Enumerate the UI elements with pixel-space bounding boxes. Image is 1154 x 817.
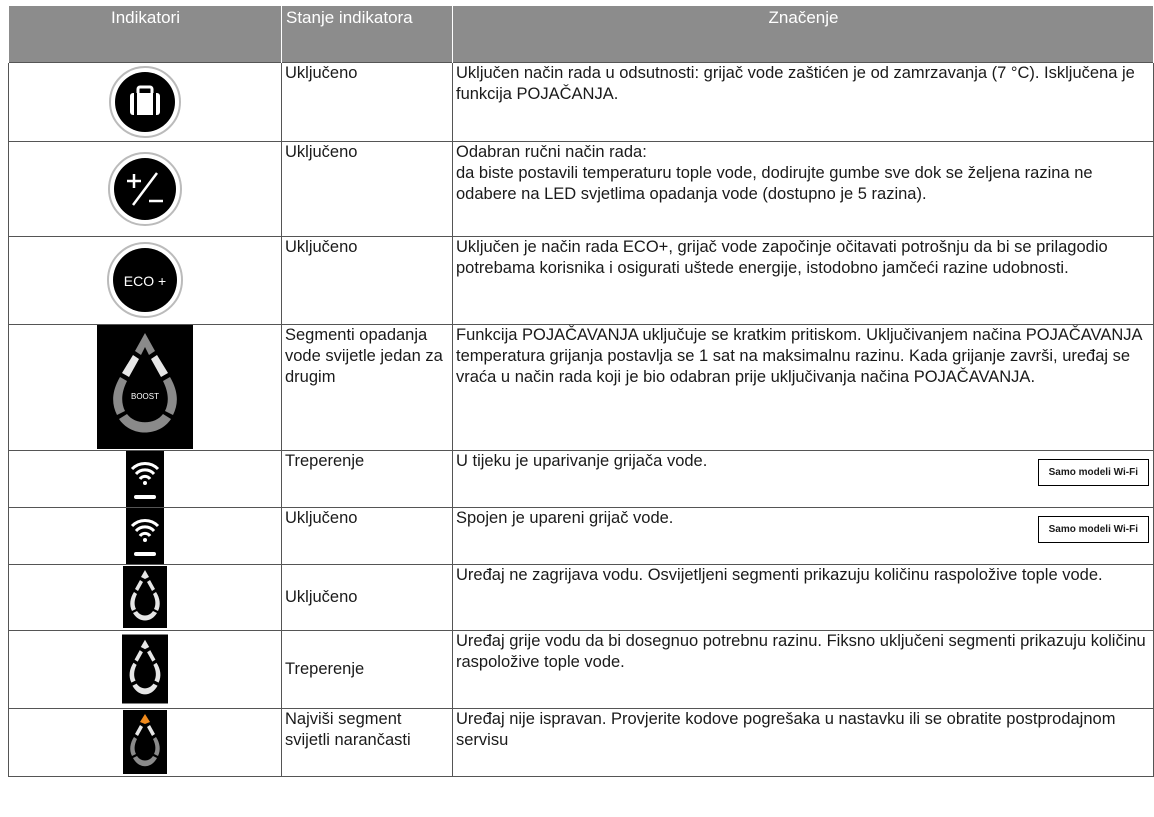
meaning-cell: Uključen je način rada ECO+, grijač vode započinje očitavati potrošnju da bi se prilagodio potrebama korisnika i osigurati uštede energije, istodobno jamčeći razine udobnosti. [453, 236, 1154, 324]
meaning-cell [453, 507, 1154, 564]
table-row [9, 62, 1154, 141]
table-row [9, 507, 1154, 564]
eco-plus-icon [106, 241, 184, 319]
indicator-cell [9, 708, 282, 776]
table-row [9, 564, 1154, 630]
wifi-icon [126, 451, 164, 507]
header-indicators: Indikatori [9, 6, 282, 62]
water-drop-orange-top-icon [123, 710, 167, 774]
suitcase-icon [108, 65, 182, 139]
water-drop-icon [123, 566, 167, 628]
boost-label: BOOST [130, 392, 160, 401]
wifi-only-badge: Samo modeli Wi-Fi [1038, 516, 1149, 543]
meaning-cell: Uređaj nije ispravan. Provjerite kodove pogrešaka u nastavku ili se obratite postprodajnom servisu [453, 708, 1154, 776]
indicator-cell [9, 324, 282, 450]
state-cell: Uključeno [282, 507, 453, 564]
meaning-cell: Odabran ručni način rada: da biste postavili temperaturu tople vode, dodirujte gumbe sve dok se željena razina ne odabere na LED svjetlima opadanja vode (dostupno je 5 razina). [453, 141, 1154, 236]
table-row [9, 141, 1154, 236]
table-row [9, 450, 1154, 507]
header-indicator-state: Stanje indikatora [282, 6, 453, 62]
table-row [9, 708, 1154, 776]
wifi-only-badge: Samo modeli Wi-Fi [1038, 459, 1149, 486]
boost-drop-icon [97, 325, 193, 449]
state-cell: Treperenje [282, 450, 453, 507]
indicator-table [8, 6, 1154, 777]
meaning-text: Spojen je upareni grijač vode. [456, 508, 674, 527]
meaning-cell: Uređaj ne zagrijava vodu. Osvijetljeni segmenti prikazuju količinu raspoložive tople vode. [453, 564, 1154, 630]
meaning-text: U tijeku je uparivanje grijača vode. [456, 451, 708, 470]
state-cell: Najviši segment svijetli narančasti [282, 708, 453, 776]
indicator-cell [9, 141, 282, 236]
water-drop-icon [122, 634, 168, 704]
eco-plus-label: ECO + [123, 273, 167, 289]
meaning-cell [453, 450, 1154, 507]
state-cell: Treperenje [282, 630, 453, 708]
header-meaning: Značenje [453, 6, 1154, 62]
table-header-row [9, 6, 1154, 62]
indicator-cell [9, 507, 282, 564]
indicator-cell [9, 564, 282, 630]
meaning-cell: Uključen način rada u odsutnosti: grijač vode zaštićen je od zamrzavanja (7 °C). Isključena je funkcija POJAČANJA. [453, 62, 1154, 141]
table-row [9, 236, 1154, 324]
table-row [9, 324, 1154, 450]
meaning-cell: Uređaj grije vodu da bi dosegnuo potrebnu razinu. Fiksno uključeni segmenti prikazuju količinu raspoložive tople vode. [453, 630, 1154, 708]
table-row [9, 630, 1154, 708]
state-cell: Uključeno [282, 141, 453, 236]
indicator-cell [9, 630, 282, 708]
state-cell: Uključeno [282, 564, 453, 630]
plus-minus-icon [107, 151, 183, 227]
indicator-cell [9, 236, 282, 324]
wifi-icon [126, 508, 164, 564]
indicator-cell [9, 450, 282, 507]
state-cell: Segmenti opadanja vode svijetle jedan za drugim [282, 324, 453, 450]
indicator-cell [9, 62, 282, 141]
state-cell: Uključeno [282, 62, 453, 141]
meaning-cell: Funkcija POJAČAVANJA uključuje se kratkim pritiskom. Uključivanjem načina POJAČAVANJA temperatura grijanja postavlja se 1 sat na maksimalnu razinu. Kada grijanje završi, uređaj se vraća u način rada koji je bio odabran prije uključivanja načina POJAČAVANJA. [453, 324, 1154, 450]
state-cell: Uključeno [282, 236, 453, 324]
